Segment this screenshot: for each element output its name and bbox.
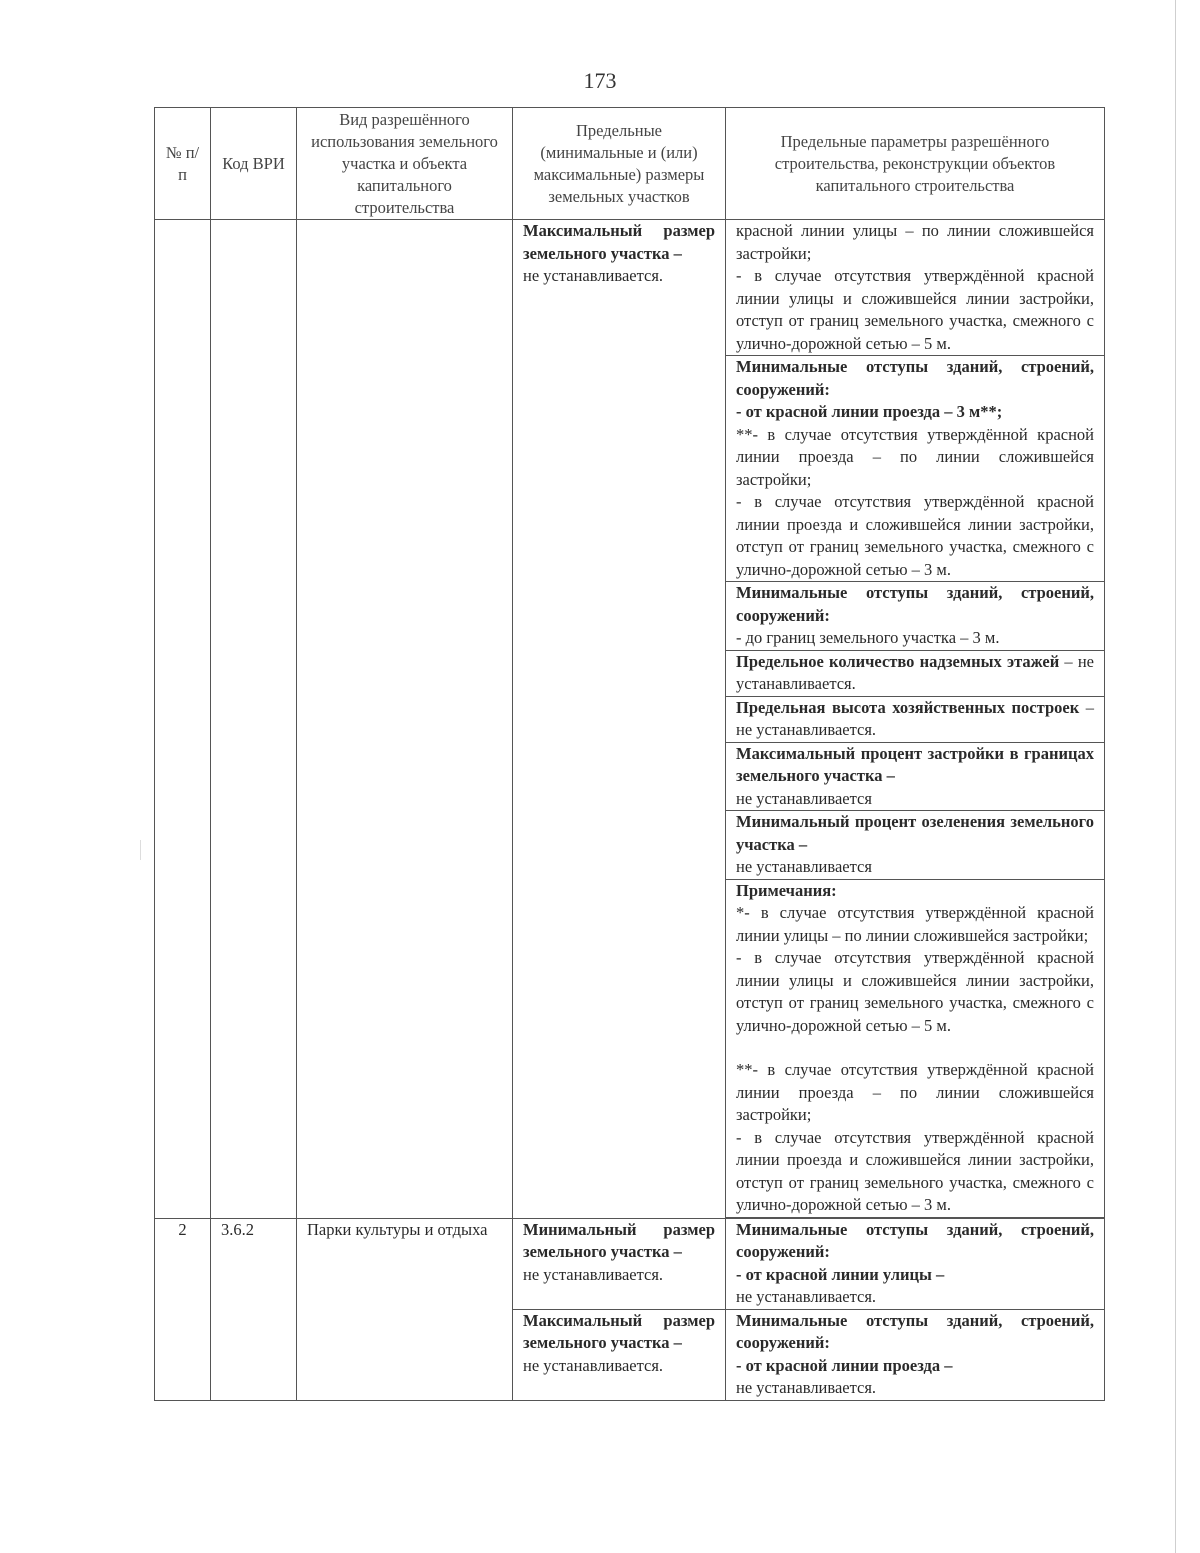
param-floors [726, 650, 1105, 696]
param-green-percent [726, 811, 1105, 880]
row-type: Парки культуры и отдыха [297, 1218, 513, 1400]
param-setbacks-passage [726, 356, 1105, 582]
param-value: не устанавливается [736, 857, 872, 876]
cell-num-empty [155, 220, 211, 1219]
param-build-percent [726, 742, 1105, 811]
param-item: - до границ земельного участка – 3 м. [736, 628, 1000, 647]
header-sizes: Предельные (минимальные и (или) максимальные) размеры земельных участков [513, 108, 726, 220]
table-row [155, 220, 1105, 356]
note-text: *- в случае отсутствия утверждённой красной линии улицы – по линии сложившейся застройки; [736, 903, 1094, 945]
header-params: Предельные параметры разрешённого строительства, реконструкции объектов капитального строительства [726, 108, 1105, 220]
header-type: Вид разрешённого использования земельного участка и объекта капитального строительства [297, 108, 513, 220]
param-title: Минимальные отступы зданий, строений, сооружений: [736, 357, 1094, 399]
cell-type-empty [297, 220, 513, 1219]
header-num: № п/п [155, 108, 211, 220]
param-title: Минимальные отступы зданий, строений, сооружений: [736, 1310, 1094, 1352]
param-continuation [726, 220, 1105, 356]
note-text: - в случае отсутствия утверждённой красной линии проезда и сложившейся линии застройки, отступ от границ земельного участка, смежного с улично-дорожной сетью – 3 м. [736, 1127, 1094, 1214]
min-size-value: не устанавливается. [523, 1264, 664, 1284]
notes-title: Примечания: [736, 880, 837, 900]
header-code: Код ВРИ [211, 108, 297, 220]
param-value: – не устанавливается. [736, 651, 1094, 693]
param-title: Предельная высота хозяйственных построек [736, 697, 1080, 717]
param-title: Предельное количество надземных этажей [736, 651, 1060, 671]
param-value: – не устанавливается. [736, 697, 1095, 739]
param-item: - от красной линии проезда – 3 м**; [736, 402, 1003, 421]
param-value: не устанавливается. [736, 1287, 877, 1306]
page-number: 173 [583, 68, 617, 93]
param-value: не устанавливается [736, 788, 872, 808]
scan-mark [140, 840, 141, 860]
row-code: 3.6.2 [211, 1218, 297, 1400]
param-setbacks-boundary [726, 582, 1105, 651]
param-setbacks-passage [726, 1309, 1105, 1400]
note-text: - в случае отсутствия утверждённой красной линии улицы и сложившейся линии застройки, отступ от границ земельного участка, смежного с улично-дорожной сетью – 5 м. [736, 948, 1094, 1035]
max-size-title: Максимальный размер земельного участка – [523, 221, 715, 263]
cell-code-empty [211, 220, 297, 1219]
param-note: - в случае отсутствия утверждённой красной линии проезда и сложившейся линии застройки, отступ от границ земельного участка, смежного с улично-дорожной сетью – 3 м. [736, 492, 1094, 579]
param-title: Минимальные отступы зданий, строений, сооружений: [736, 1219, 1094, 1261]
min-size-title: Минимальный размер земельного участка – [523, 1219, 715, 1261]
min-size-cell [513, 1218, 726, 1309]
param-text: красной линии улицы – по линии сложившейся застройки; [736, 221, 1094, 263]
max-size-title: Максимальный размер земельного участка – [523, 1310, 715, 1352]
notes-spacer [736, 1037, 1094, 1059]
scan-edge-line [1175, 0, 1176, 1553]
param-item: - от красной линии улицы – [736, 1264, 945, 1284]
note-text: **- в случае отсутствия утверждённой красной линии проезда – по линии сложившейся застройки; [736, 1060, 1094, 1124]
param-notes [726, 879, 1105, 1217]
row-num: 2 [155, 1218, 211, 1400]
param-title: Минимальные отступы зданий, строений, сооружений: [736, 583, 1094, 625]
param-height [726, 696, 1105, 742]
zoning-parameters-table [154, 107, 1105, 1401]
param-item: - от красной линии проезда – [736, 1355, 953, 1375]
param-note: **- в случае отсутствия утверждённой красной линии проезда – по линии сложившейся застройки; [736, 424, 1094, 489]
max-size-value: не устанавливается. [523, 266, 664, 285]
param-value: не устанавливается. [736, 1378, 877, 1397]
param-title: Максимальный процент застройки в границах земельного участка – [736, 743, 1094, 785]
max-size-value: не устанавливается. [523, 1355, 664, 1375]
param-text: - в случае отсутствия утверждённой красной линии улицы и сложившейся линии застройки, отступ от границ земельного участка, смежного с улично-дорожной сетью – 5 м. [736, 266, 1094, 353]
header-row [155, 108, 1105, 220]
param-setbacks-street [726, 1218, 1105, 1309]
table-row [155, 1218, 1105, 1309]
max-size-cell [513, 220, 726, 1219]
max-size-cell [513, 1309, 726, 1400]
param-title: Минимальный процент озеленения земельного участка – [736, 812, 1094, 854]
